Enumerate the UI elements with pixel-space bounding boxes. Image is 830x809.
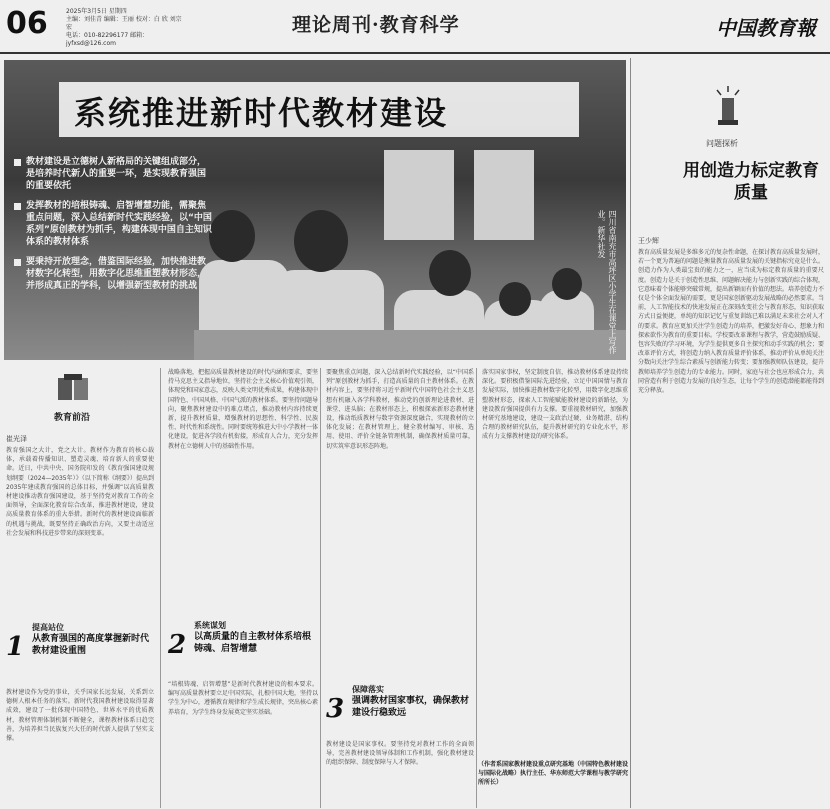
right-column-article: [636, 58, 826, 808]
article-body: “培根铸魂、启智增慧”是新时代教材建设的根本要求。编写高质量教材要立足中国实际，扎根中国大地，坚持以学生为中心，遵循教育规律和学生成长规律，突出核心素养培育，为学生终身发展奠定坚实基础。: [168, 681, 318, 716]
key-point: 教材建设是立德树人新格局的关键组成部分，是培养时代新人的重要一环，是实现教育强国的重要依托: [14, 156, 214, 192]
column-divider: [476, 368, 477, 808]
subsection-heading: [168, 620, 318, 660]
meta-line: 2025年3月5日 星期四: [66, 8, 127, 15]
subsection-kicker: 系统谋划: [194, 621, 226, 630]
student-head: [552, 268, 582, 300]
student-head: [294, 210, 348, 272]
author-note: （作者系国家教材建设重点研究基地（中国特色教材建设与国际化战略）执行主任、华东师范大学课程与教学研究所所长）: [478, 761, 629, 786]
header-meta: [66, 8, 186, 48]
subsection-number: 2: [168, 630, 187, 660]
meta-line: 主编：刘佳青 编辑：王丽 校对：白 欣 刘宗宏: [66, 16, 182, 31]
main-headline: 系统推进新时代教材建设: [74, 94, 449, 132]
column-divider: [160, 368, 161, 808]
subsection-kicker: 提高站位: [32, 623, 64, 632]
key-point: 发挥教材的培根铸魂、启智增慧功能，需聚焦重点问题，深入总结新时代实践经验，以“中国系列”原创教材为抓手，构建体现中国自主知识体系的教材体系: [14, 200, 214, 248]
book-icon: [56, 372, 90, 404]
lightbulb-icon: [714, 86, 742, 126]
article-body: 落实国家事权，坚定制度自信，推动教材体系建设持续深化。要积极借鉴国际先进经验，立足中国国情与教育发展实际，加快推进教材数字化转型，用数字化思维重塑教材形态，探索人工智能赋能教材建设的新路径，为建设教育强国提供有力支撑。要重视教材研究，加强教材研究基地建设，建设一支政治过硬、业务精湛、结构合理的教材研究队伍，提升教材研究的专业化水平，形成有力支撑教材建设的研究体系。: [482, 369, 628, 441]
key-point: 要秉持开放理念，借鉴国际经验，加快推进教材数字化转型，用数字化思维重塑教材形态，并形成真正的学科，以增强新型教材的挑战: [14, 256, 214, 292]
subsection-number: 1: [6, 632, 25, 662]
page-header: [0, 0, 830, 54]
key-points: [14, 156, 214, 300]
author-byline: 王少辉: [638, 237, 659, 245]
column-kicker: 问题探析: [706, 139, 738, 148]
student-head: [209, 210, 255, 262]
article-title: 用创造力标定教育质量: [683, 161, 819, 203]
student-head: [429, 250, 471, 296]
article-body: 教育高质量发展是多维多元的复杂性命题，在探讨教育高质量发展时，若一个更为普遍的问题是衡量教育高质量发展的关键指标究竟是什么。创造力作为人类最宝贵的能力之一，应当成为标定教育质量的重要尺度。创造力是关于创造性思维、问题解决能力与创新实践的综合体现，它意味着个体能够突破常规，提出新颖而有价值的想法。培养创造力不仅是个体全面发展的需要，更是国家创新驱动发展战略的必然要求。当前，人工智能技术的快速发展正在深刻改变社会与教育形态，知识获取方式日益便捷，单纯的知识记忆与重复训练已难以满足未来社会对人才的要求。教育应更加关注学生创造力的培养，把激发好奇心、想象力和探索欲作为教育的重要目标。学校要改革课程与教学，营造鼓励质疑、包容失败的学习环境，为学生提供更多自主探究和动手实践的机会；要改革评价方式，将创造力纳入教育质量评价体系，推动评价从单纯关注分数向关注学生综合素质与创新能力转变；要加强教师队伍建设，提升教师培养学生创造力的专业能力。同时，家庭与社会也应形成合力，共同营造有利于创造力发展的良好生态，让每个学生的创造潜能都能得到充分释放。: [638, 249, 824, 395]
section-title: 理论周刊·教育科学: [292, 14, 460, 36]
subsection-title: 以高质量的自主教材体系培根铸魂、启智增慧: [194, 632, 312, 654]
hero-photo: [4, 60, 626, 360]
subsection-kicker: 保障落实: [352, 685, 384, 694]
subsection-title: 从教育强国的高度掌握新时代教材建设重围: [32, 634, 150, 656]
left-column: [4, 368, 154, 808]
subsection-title: 强调教材国家事权，确保教材建设行稳致远: [352, 696, 470, 718]
newspaper-logo: 中国教育報: [716, 16, 816, 40]
column-divider: [320, 368, 321, 808]
section-kicker: 教育前沿: [54, 413, 91, 423]
subsection-heading: [6, 622, 154, 662]
photo-caption: 四川省南充市高坪区小学生在课堂上写作业。新华社发: [597, 210, 617, 354]
article-body: 教材建设是国家事权。要坚持党对教材工作的全面领导，完善教材建设领导体制和工作机制，强化教材建设的组织保障、制度保障与人才保障。: [326, 741, 474, 767]
article-body: 教育强国之大计，党之大计。教材作为教育的核心载体，承载着传播知识、塑造灵魂、培育新人的重要使命。近日，中共中央、国务院印发的《教育强国建设规划纲要（2024—2035年）》（以下简称《纲要》）提出到2035年建成教育强国的总体目标，并强调“以高质量教材建设推动教育强国建设，基于坚持党对教育工作的全面领导，全面深化教育综合改革，推进教材建设，建设高质量教育体系的重大举措。新时代的教材建设面临新的机遇与挑战，既要坚持正确政治方向，又要主动适应社会发展和科技进步带来的深刻变革。: [6, 447, 154, 537]
window-shape: [474, 150, 534, 240]
subsection-heading: [326, 684, 476, 724]
classroom-desk: [194, 330, 626, 360]
article-body: 要聚焦重点问题，深入总结新时代实践经验，以“中国系列”原创教材为抓手，打造高质量的自主教材体系。在教材内容上，要坚持将习近平新时代中国特色社会主义思想有机融入各学科教材，推动党的创新理论进教材、进课堂、进头脑；在教材形态上，积极探索新形态教材建设，推动纸质教材与数字资源深度融合，实现教材的立体化发展；在教材管理上，健全教材编写、审核、选用、使用、评价全链条管理机制，确保教材质量可靠，切实筑牢意识形态阵地。: [326, 369, 474, 450]
article-body: 教材建设作为党的事业，关乎国家长远发展，关系到立德树人根本任务的落实。新时代我国教材建设取得显著成效，建设了一批体现中国特色、世界水平的优质教材，教材管理体制机制不断健全，课程教材体系日趋完善，为培养担当民族复兴大任的时代新人提供了坚实支撑。: [6, 689, 154, 743]
author-byline: 崔光泽: [6, 435, 27, 443]
subsection-number: 3: [326, 694, 345, 724]
meta-line: 电话：010-82296177 邮箱：jyfxsd@126.com: [66, 32, 149, 47]
article-body: 战略落地，把握高质量教材建设的时代内涵和要求，要坚持马克思主义指导地位，坚持社会主义核心价值观引领，体现党和国家意志，反映人类文明优秀成果，构建体现中国特色、中国风格、中国气派的教材体系。要坚持问题导向，聚焦教材建设中的难点堵点，推动教材内容持续更新，提升教材质量，增强教材的思想性、科学性、民族性、时代性和系统性。同时要统筹推进大中小学教材一体化建设，促进各学段有机衔接，形成育人合力，充分发挥教材在立德树人中的基础性作用。: [168, 369, 318, 450]
page-number: 06: [6, 6, 48, 41]
student-head: [499, 282, 531, 316]
window-shape: [384, 150, 454, 240]
